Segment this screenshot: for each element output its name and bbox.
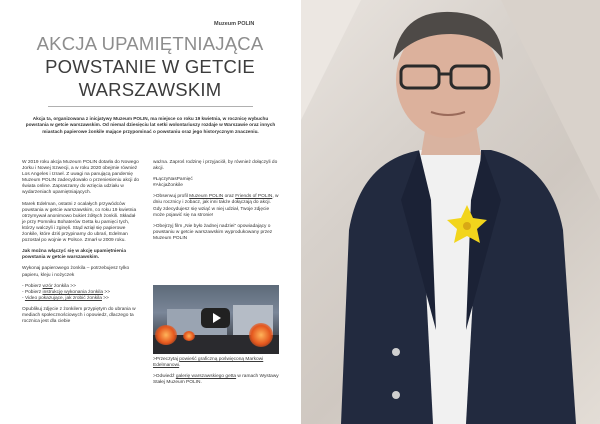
man-with-daffodil-illustration — [301, 0, 600, 424]
title-divider — [48, 106, 253, 107]
ghetto-gallery-link[interactable]: galerię warszawskiego getta — [175, 374, 237, 380]
play-icon[interactable] — [201, 308, 230, 328]
column-left — [22, 160, 140, 330]
fire-glow — [249, 323, 273, 347]
polin-profile-link[interactable]: Muzeum POLIN — [189, 194, 224, 200]
column-right-lower — [153, 357, 279, 391]
paragraph: W 2019 roku akcja Muzeum POLIN dotarła do Nowego Jorku i Nowej Szwecji, a w roku 2020 obejmie również Los Angeles i Izrael. Z uwagi na panującą pandemię Muzeum POLIN zadecydowało o przeniesieniu akcji do świata online. Zapraszamy do wzięcia udziału w wydarzeniach upamiętniających. — [22, 160, 140, 196]
list-item: - Video pokazujące, jak zrobić żonkila >> — [22, 295, 109, 301]
video-tutorial-link[interactable]: Video pokazujące, jak zrobić żonkila — [24, 295, 102, 301]
column-right — [153, 160, 279, 247]
title-line-3: WARSZAWSKIM — [78, 79, 222, 100]
paragraph: Wykonaj papierowego żonkila – potrzebujesz tylko papieru, kleju i nożyczek — [22, 266, 130, 278]
fire-glow — [155, 325, 177, 345]
page-title — [20, 32, 280, 101]
paragraph: >Obserwuj profil Muzeum POLIN oraz Friends of POLIN, w dniu rocznicy i zobacz, jak inni także dołączają do akcji. Gdy zdecydujesz się wziąć w niej udział, Twoje zdjęcie może pojawić się na stronie! — [153, 194, 279, 218]
section-heading: Jak można włączyć się w akcję upamiętnienia powstania w getcie warszawskim. — [22, 249, 126, 261]
title-line-2: POWSTANIE W GETCIE — [45, 56, 255, 77]
paragraph: >Obejrzyj film „Nie było żadnej nadziei” opowiadający o powstaniu w getcie warszawskim wyprodukowany przez Muzeum POLIN — [153, 223, 273, 241]
instructions-link[interactable]: instrukcję wykonania żonkila — [42, 289, 104, 295]
friends-of-polin-link[interactable]: Friends of POLIN — [235, 194, 273, 200]
hashtags: #ŁączyNasPamięć #AkcjaŻonkile — [153, 177, 193, 189]
paragraph: Opublikuj zdjęcie z żonkilem przypiętym do ubrania w mediach społecznościowych i opowiedz, dlaczego ta rocznica jest dla ciebie — [22, 306, 136, 325]
list-item: - Pobierz instrukcję wykonania żonkila >> — [22, 289, 111, 295]
publisher-label: Muzeum POLIN — [214, 21, 255, 27]
portrait-photo — [301, 0, 600, 424]
list-item: - Pobierz wzór żonkila >> — [22, 283, 76, 289]
template-link[interactable]: wzór — [42, 283, 53, 289]
graphic-novel-link[interactable]: powieść graficzną poświęconą Markowi Edelmanowi — [153, 357, 264, 369]
paragraph: >Odwiedź galerię warszawskiego getta w ramach Wystawy Stałej Muzeum POLIN. — [153, 374, 279, 386]
fire-glow — [183, 331, 195, 341]
title-line-1: AKCJA UPAMIĘTNIAJĄCA — [36, 33, 264, 54]
paragraph: ważna. Zaproś rodzinę i przyjaciół, by również dołączyli do akcji. — [153, 160, 278, 172]
paragraph: Marek Edelman, ostatni z ocalałych przywódców powstania w getcie warszawskim, co roku 19 kwietnia otrzymywał anonimowo bukiet żółtych żonkili. Składał je przy Pomniku Bohaterów Getta ku pamięci tych, którzy walczyli i zginęli. Stąd wziął się papierowe żonkile, które dziś przypinamy do ubrań, Edelman pozostał po wojnie w Polsce. Zmarł w 2009 roku. — [22, 201, 137, 244]
intro-paragraph: Akcja ta, organizowana z inicjatywy Muzeum POLIN, ma miejsce co roku 19 kwietnia, w rocznicę wybuchu powstania w getcie warszawskim. Od niemal dziesięciu lat setki wolontariuszy rozdaje w Warszawie oraz innych miastach papierowe żonkile mające przypominać o powstaniu oraz jego historycznym znaczeniu. — [25, 116, 276, 134]
paragraph: >Przeczytaj powieść graficzną poświęconą Markowi Edelmanowi. — [153, 357, 264, 369]
video-player[interactable] — [153, 285, 279, 354]
link-list — [22, 284, 140, 302]
